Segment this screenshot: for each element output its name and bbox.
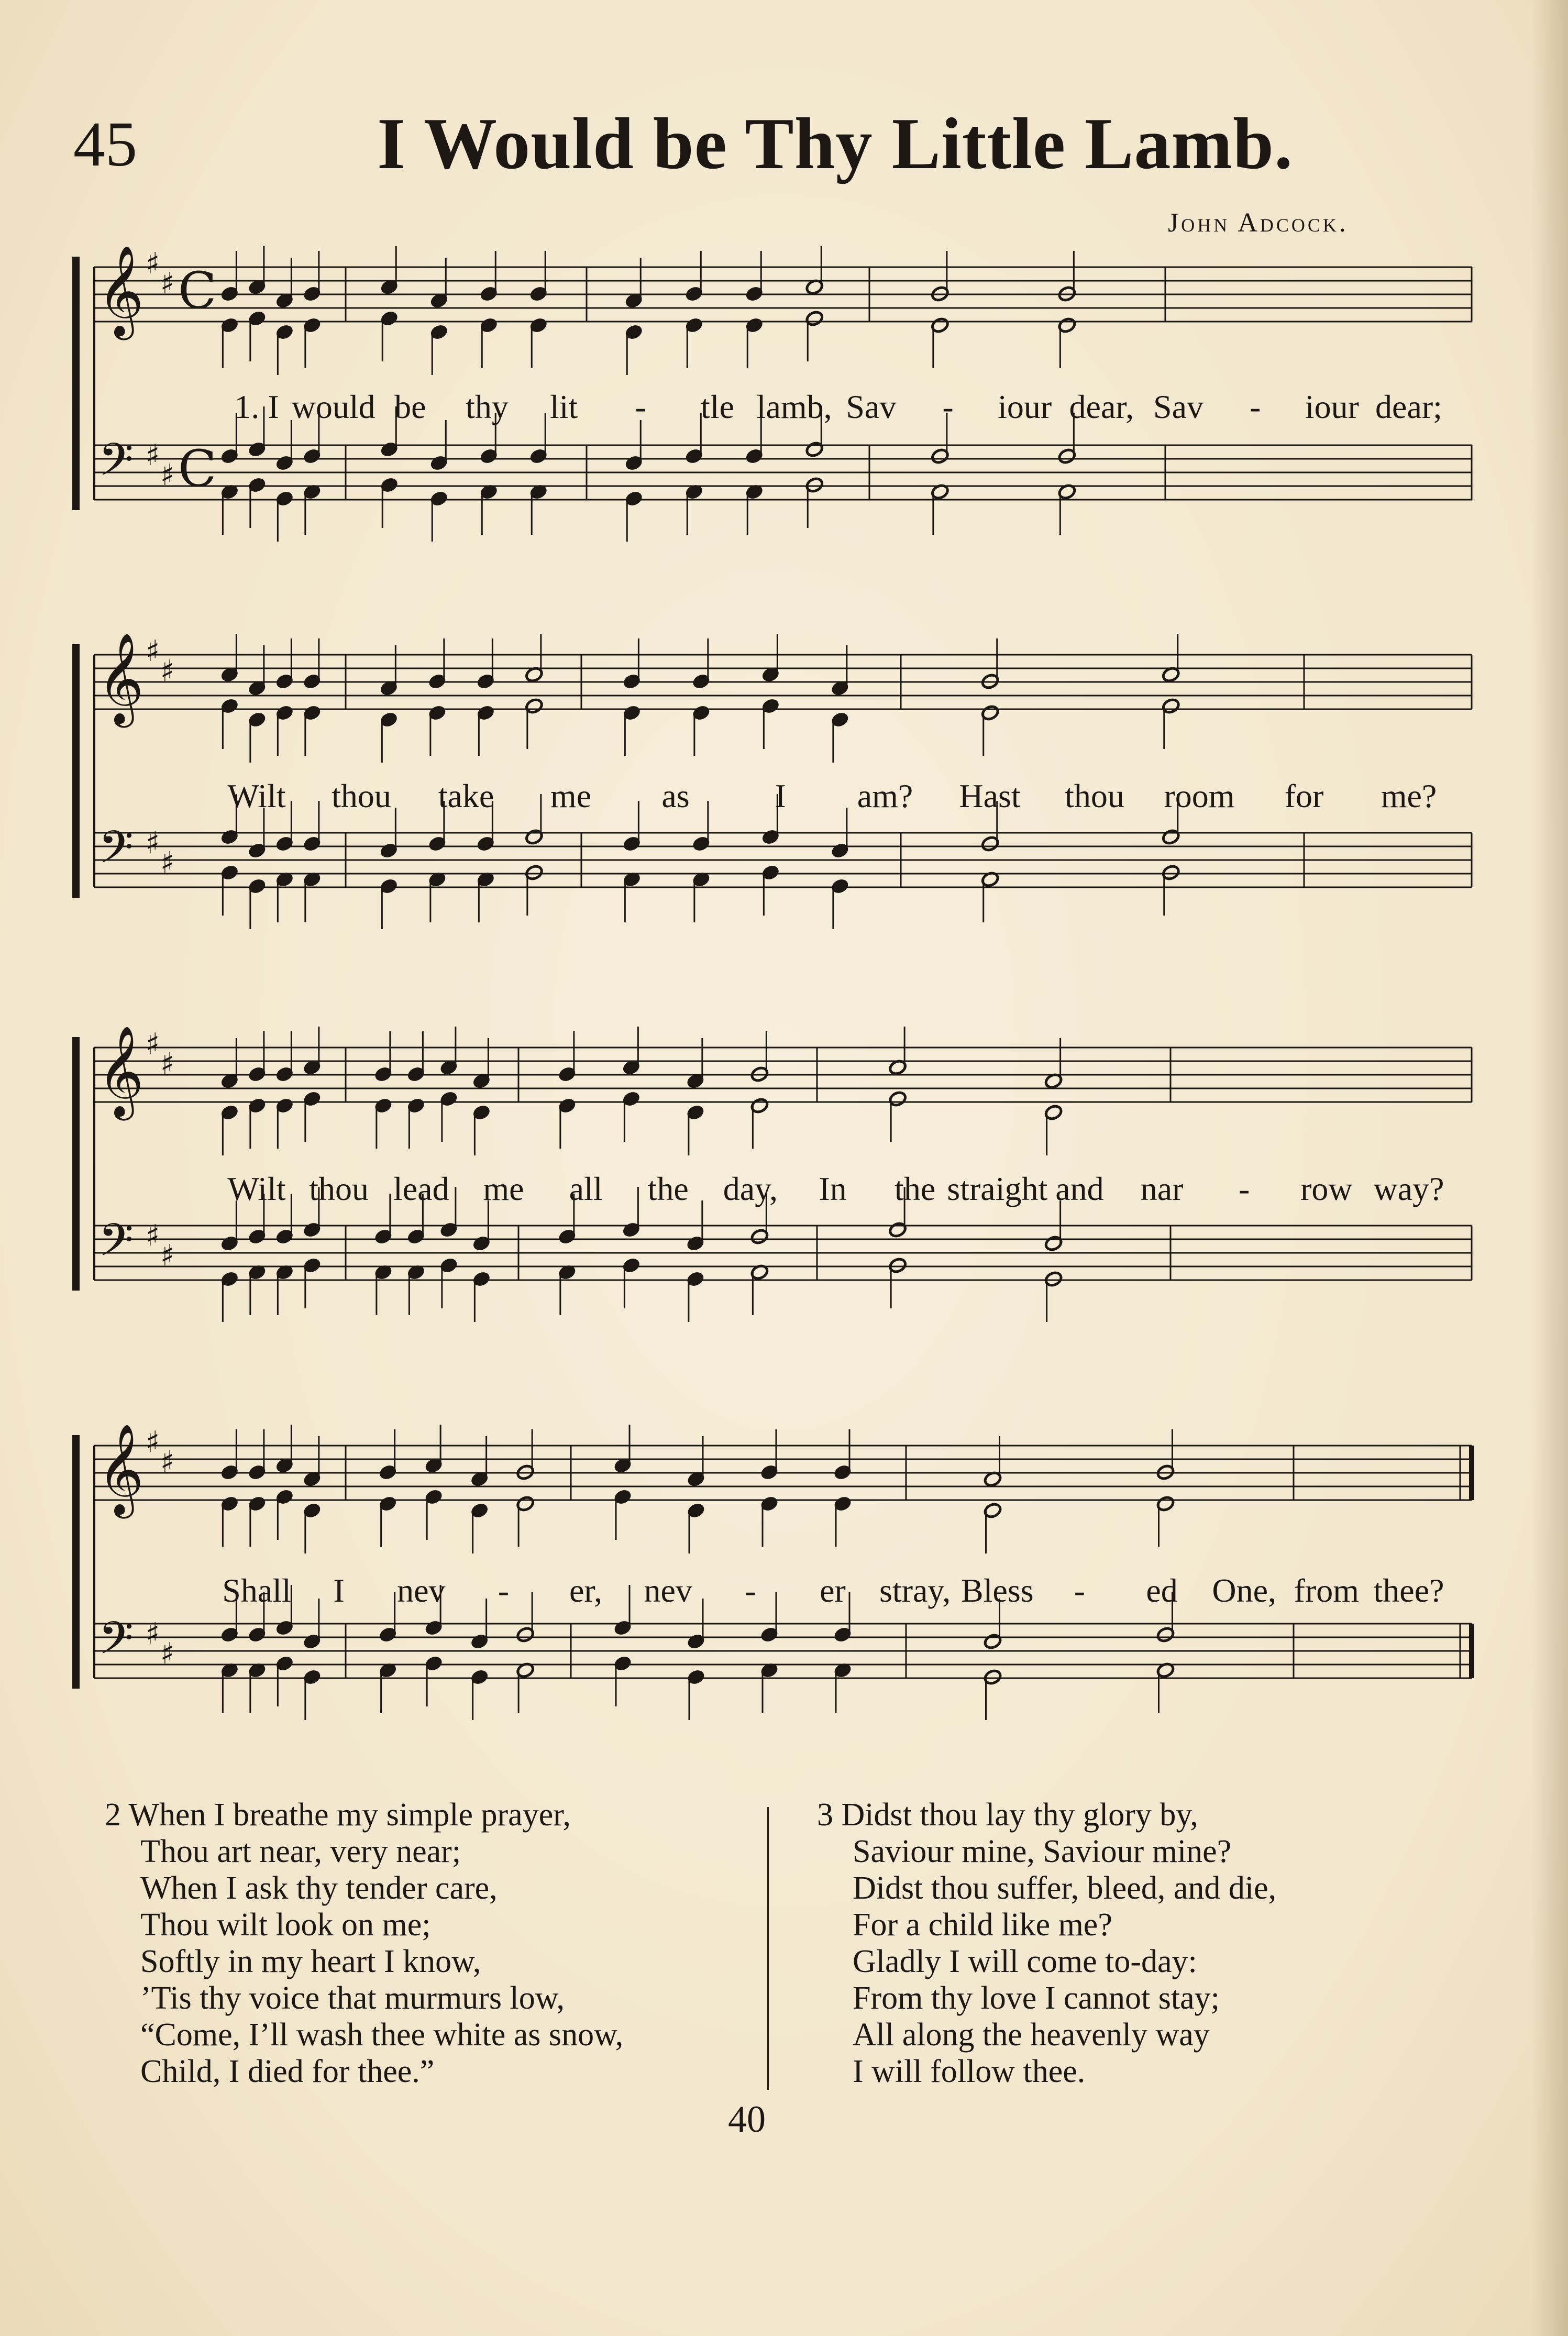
lyric-syllable: - (635, 388, 646, 425)
lyric-syllable: room (1164, 777, 1235, 814)
lyric-syllable: iour (998, 388, 1052, 425)
bass-clef-icon: 𝄢 (98, 821, 134, 885)
lyric-syllable: dear, (1069, 388, 1134, 425)
lyric-line-4 (68, 1574, 1477, 1616)
verse-line: Saviour mine, Saviour mine? (853, 1834, 1232, 1869)
music-system-4 (68, 1425, 1477, 1770)
verse-line: When I ask thy tender care, (140, 1870, 498, 1906)
sharp-icon: ♯ (146, 438, 160, 472)
lyric-syllable: thy (466, 388, 509, 425)
lyric-syllable: ed (1146, 1572, 1178, 1609)
sharp-icon: ♯ (146, 1219, 160, 1253)
lyric-line-1 (68, 390, 1477, 432)
lyric-syllable: thou (1065, 777, 1124, 814)
lyric-syllable: be (394, 388, 426, 425)
lyric-syllable: would (291, 388, 376, 425)
lyric-syllable: me? (1381, 777, 1437, 814)
music-system-1 (68, 246, 1477, 592)
verse-line: Thou art near, very near; (140, 1834, 461, 1869)
verse-line: From thy love I cannot stay; (853, 1980, 1220, 2016)
lyric-line-2 (68, 779, 1477, 821)
lyric-syllable: row (1300, 1170, 1353, 1207)
sharp-icon: ♯ (146, 1617, 160, 1651)
verse-3 (817, 1797, 1276, 2090)
verse-line: For a child like me? (853, 1907, 1112, 1943)
hymn-title: I Would be Thy Little Lamb. (377, 103, 1293, 184)
system-bracket (72, 1037, 80, 1291)
lyric-syllable: er (820, 1572, 846, 1609)
verse-divider (767, 1807, 769, 2090)
lyric-syllable: thou (309, 1170, 369, 1207)
sharp-icon: ♯ (146, 1425, 160, 1459)
sharp-icon: ♯ (146, 247, 160, 281)
sharp-icon: ♯ (160, 1445, 175, 1479)
music-system-2 (68, 634, 1477, 979)
lyric-syllable: from (1294, 1572, 1360, 1609)
lyric-syllable: Bless (960, 1572, 1034, 1609)
lyric-syllable: In (819, 1170, 847, 1207)
verse-line: Softly in my heart I know, (140, 1944, 481, 1979)
lyric-syllable: - (1074, 1572, 1086, 1609)
system-bracket (72, 1435, 80, 1689)
lyric-line-3 (68, 1172, 1477, 1214)
bass-clef-icon: 𝄢 (98, 1214, 134, 1277)
lyric-syllable: thee? (1373, 1572, 1444, 1609)
lyric-syllable: Sav (846, 388, 897, 425)
common-time-icon: C (178, 261, 217, 320)
lyric-syllable: dear; (1375, 388, 1442, 425)
bass-clef-icon: 𝄢 (98, 1612, 134, 1676)
lyric-syllable: stray, (879, 1572, 951, 1609)
page-edge-shadow (1531, 0, 1568, 2336)
lyric-syllable: Sav (1153, 388, 1203, 425)
lyric-syllable: day, (723, 1170, 778, 1207)
sharp-icon: ♯ (160, 654, 175, 688)
lyric-syllable: for (1284, 777, 1324, 814)
lyric-syllable: lamb, (756, 388, 832, 425)
sharp-icon: ♯ (160, 458, 175, 492)
lyric-syllable: 1. I (234, 388, 279, 425)
lyric-syllable: er, (569, 1572, 603, 1609)
lyric-syllable: I (333, 1572, 345, 1609)
lyric-syllable: lead (393, 1170, 449, 1207)
lyric-syllable: way? (1373, 1170, 1444, 1207)
lyric-syllable: - (942, 388, 954, 425)
lyric-syllable: nev (397, 1572, 446, 1609)
verse-line: ’Tis thy voice that murmurs low, (140, 1980, 565, 2016)
lyric-syllable: - (1250, 388, 1261, 425)
sharp-icon: ♯ (146, 826, 160, 860)
sharp-icon: ♯ (160, 1637, 175, 1671)
verse-line: 2 When I breathe my simple prayer, (105, 1797, 571, 1833)
sharp-icon: ♯ (160, 267, 175, 301)
lyric-syllable: I (775, 777, 786, 814)
lyric-syllable: thou (332, 777, 391, 814)
sharp-icon: ♯ (146, 1027, 160, 1061)
composer-credit: John Adcock. (1168, 208, 1349, 238)
lyric-syllable: nar (1140, 1170, 1184, 1207)
verse-line: Thou wilt look on me; (140, 1907, 431, 1943)
verse-line: I will follow thee. (853, 2054, 1086, 2089)
treble-clef-icon: 𝄞 (97, 634, 144, 724)
lyric-syllable: Wilt (227, 777, 286, 814)
verse-line: Gladly I will come to-day: (853, 1944, 1197, 1979)
lyric-syllable: Shall (222, 1572, 291, 1609)
treble-clef-icon: 𝄞 (97, 1425, 144, 1515)
verse-line: Child, I died for thee.” (140, 2054, 435, 2089)
verse-line: 3 Didst thou lay thy glory by, (817, 1797, 1198, 1833)
lyric-syllable: me (483, 1170, 524, 1207)
lyric-syllable: - (498, 1572, 510, 1609)
verse-2 (105, 1797, 623, 2090)
lyric-syllable: straight (947, 1170, 1048, 1207)
sharp-icon: ♯ (160, 1239, 175, 1273)
additional-verses (105, 1797, 1414, 2090)
verse-line: “Come, I’ll wash thee white as snow, (140, 2017, 624, 2053)
verse-line: All along the heavenly way (853, 2017, 1210, 2053)
music-system-3 (68, 1027, 1477, 1372)
sharp-icon: ♯ (146, 634, 160, 668)
lyric-syllable: me (550, 777, 592, 814)
lyric-syllable: Hast (959, 777, 1021, 814)
system-bracket (72, 644, 80, 898)
lyric-syllable: lit (549, 388, 578, 425)
lyric-syllable: One, (1212, 1572, 1277, 1609)
hymn-number: 45 (73, 109, 137, 180)
lyric-syllable: and (1055, 1170, 1104, 1207)
lyric-syllable: all (569, 1170, 603, 1207)
lyric-syllable: am? (857, 777, 913, 814)
sharp-icon: ♯ (160, 1047, 175, 1081)
sharp-icon: ♯ (160, 846, 175, 880)
bass-clef-icon: 𝄢 (98, 433, 134, 497)
treble-clef-icon: 𝄞 (97, 246, 144, 336)
lyric-syllable: - (1239, 1170, 1250, 1207)
treble-clef-icon: 𝄞 (97, 1027, 144, 1117)
lyric-syllable: Wilt (227, 1170, 286, 1207)
lyric-syllable: the (895, 1170, 936, 1207)
page-number: 40 (728, 2098, 766, 2140)
lyric-syllable: nev (644, 1572, 692, 1609)
system-bracket (72, 257, 80, 510)
common-time-icon: C (178, 439, 217, 498)
lyric-syllable: take (438, 777, 494, 814)
lyric-syllable: tle (701, 388, 734, 425)
lyric-syllable: iour (1305, 388, 1359, 425)
lyric-syllable: as (661, 777, 690, 814)
lyric-syllable: the (647, 1170, 689, 1207)
lyric-syllable: - (745, 1572, 756, 1609)
verse-line: Didst thou suffer, bleed, and die, (853, 1870, 1277, 1906)
